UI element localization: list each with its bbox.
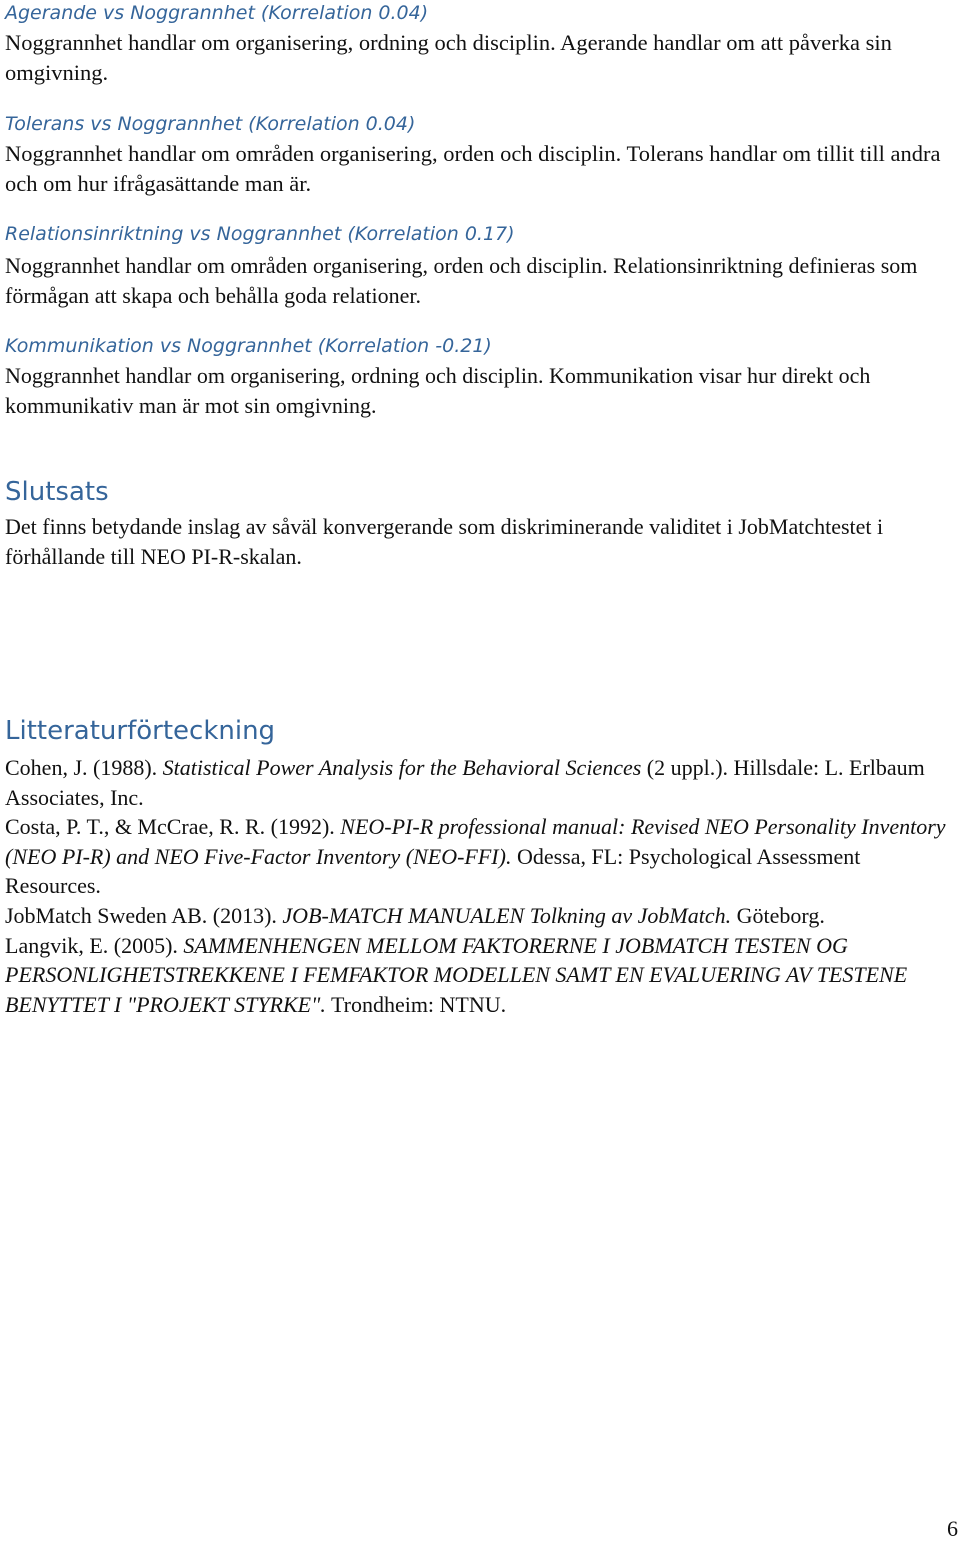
section-subheading: Agerande vs Noggrannhet (Korrelation 0.04): [5, 2, 429, 24]
reference-title: JOB-MATCH MANUALEN Tolkning av JobMatch.: [282, 902, 732, 928]
reference-title: Statistical Power Analysis for the Behavioral Sciences: [162, 755, 642, 780]
references-heading: Litteraturförteckning: [5, 716, 276, 746]
section-text: Noggrannhet handlar om organisering, ordning och disciplin. Kommunikation visar hur direkt och kommunikativ man är mot sin omgivning.: [5, 363, 871, 418]
reference-title: SAMMENHENGEN MELLOM FAKTORERNE I JOBMATCH TESTEN OG PERSONLIGHETSTREKKENE I FEMFAKTOR MODELLEN SAMT EN EVALUERING AV TESTENE BENYTTET I "PROJEKT STYRKE".: [5, 932, 908, 1017]
conclusion-text: Det finns betydande inslag av såväl konvergerande som diskriminerande validitet i JobMatchtestet i förhållande till NEO PI-R-skalan.: [5, 514, 884, 569]
section-subheading: Relationsinriktning vs Noggrannhet (Korrelation 0.17): [5, 223, 515, 245]
reference-item: [5, 812, 956, 901]
reference-title: NEO-PI-R professional manual: Revised NEO Personality Inventory (NEO PI-R) and NEO Five-Factor Inventory (NEO-FFI).: [5, 814, 946, 869]
reference-publisher: (2 uppl.). Hillsdale: L. Erlbaum Associates, Inc.: [5, 755, 925, 810]
reference-item: [5, 753, 956, 812]
section-text: Noggrannhet handlar om organisering, ordning och disciplin. Agerande handlar om att påverka sin omgivning.: [5, 30, 892, 85]
reference-publisher: Odessa, FL: Psychological Assessment Resources.: [5, 843, 861, 899]
section-text: Noggrannhet handlar om områden organisering, orden och disciplin. Relationsinriktning definieras som förmågan att skapa och behålla goda relationer.: [5, 253, 918, 308]
reference-authors: Costa, P. T., & McCrae, R. R. (1992).: [5, 814, 335, 840]
reference-publisher: Trondheim: NTNU.: [330, 991, 507, 1017]
section-subheading: Tolerans vs Noggrannhet (Korrelation 0.04): [5, 113, 416, 135]
reference-authors: Langvik, E. (2005).: [5, 932, 178, 958]
reference-authors: Cohen, J. (1988).: [5, 755, 158, 780]
reference-list: [5, 753, 956, 1019]
reference-item: [5, 931, 956, 1020]
reference-authors: JobMatch Sweden AB. (2013).: [5, 902, 277, 928]
reference-item: [5, 901, 956, 931]
page-number: 6: [947, 1516, 958, 1541]
section-subheading: Kommunikation vs Noggrannhet (Korrelation -0.21): [5, 335, 492, 357]
conclusion-heading: Slutsats: [5, 477, 109, 507]
section-text: Noggrannhet handlar om områden organisering, orden och disciplin. Tolerans handlar om tillit till andra och om hur ifrågasättande man är.: [5, 141, 941, 196]
reference-publisher: Göteborg.: [736, 902, 825, 928]
